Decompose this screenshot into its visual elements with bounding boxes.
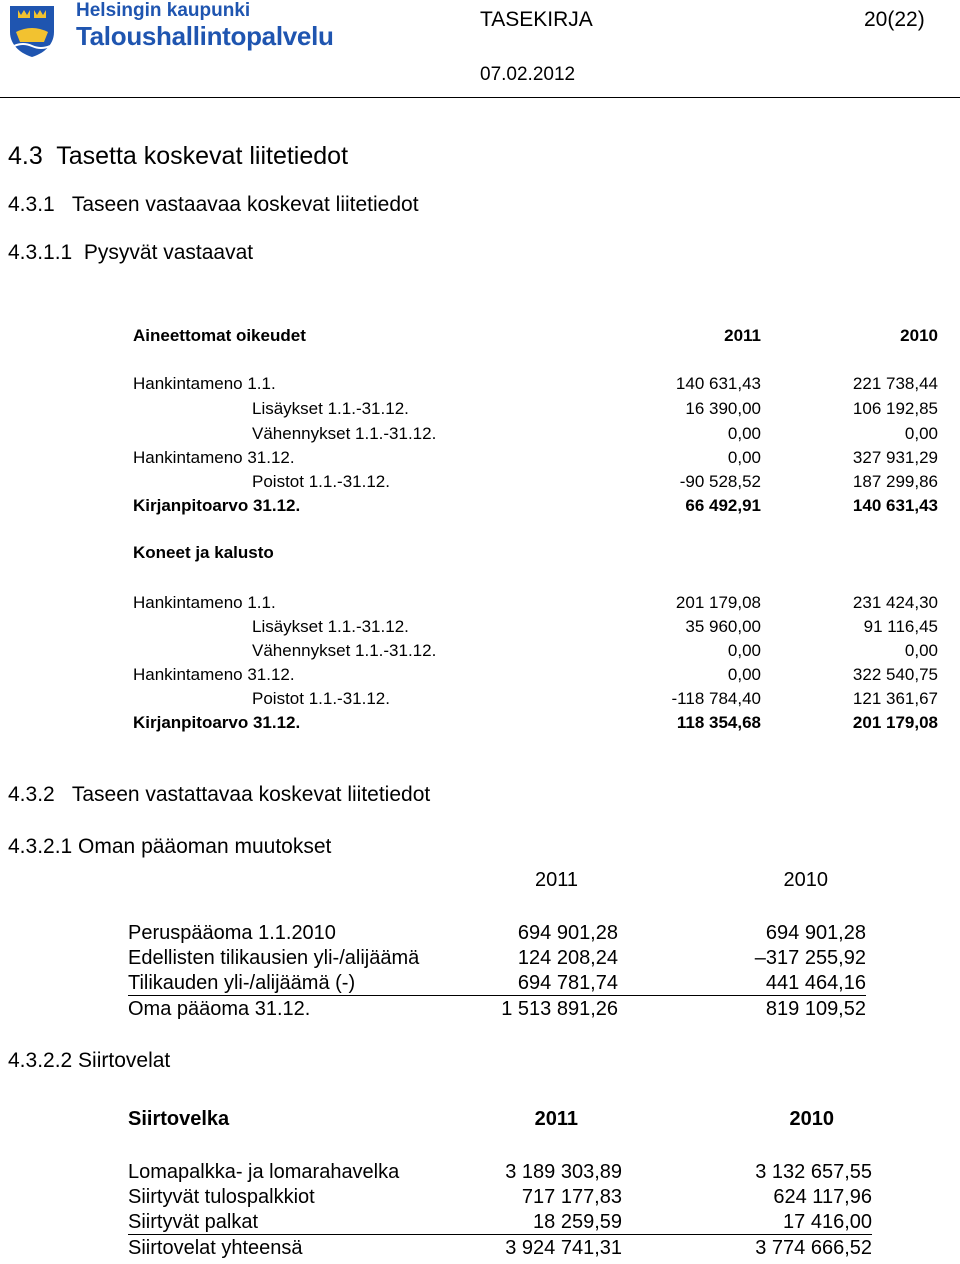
siirtovelat-col-2010: 2010 <box>789 1108 834 1130</box>
table-row-value-2010: 106 192,85 <box>852 399 938 418</box>
table-row-value-2011: 18 259,59 <box>533 1211 622 1233</box>
table-row-value-2010: 3 132 657,55 <box>755 1161 872 1183</box>
section-4-3-heading: 4.3 Tasetta koskevat liitetiedot <box>8 142 349 170</box>
table-row-label: Hankintameno 1.1. <box>133 593 276 612</box>
table-row-value-2010: 121 361,67 <box>852 689 938 708</box>
table-row-label: Peruspääoma 1.1.2010 <box>128 922 336 944</box>
section-4-3-1-1-heading: 4.3.1.1 Pysyvät vastaavat <box>8 241 254 264</box>
table-row-value-2011: -90 528,52 <box>679 472 761 491</box>
table-row-label: Lisäykset 1.1.-31.12. <box>252 399 409 418</box>
table-row-value-2011: 0,00 <box>727 424 761 443</box>
table-row-label: Kirjanpitoarvo 31.12. <box>133 713 301 732</box>
table-row-label: Tilikauden yli-/alijäämä (-) <box>128 972 356 994</box>
table-row-value-2011: 717 177,83 <box>521 1186 622 1208</box>
table-row-value-2011: 35 960,00 <box>685 617 761 636</box>
table-row-value-2011: 3 924 741,31 <box>505 1237 622 1259</box>
table-row-value-2010: 140 631,43 <box>852 496 938 515</box>
table-row-label: Kirjanpitoarvo 31.12. <box>133 496 301 515</box>
table-row-value-2011: 694 781,74 <box>517 972 618 994</box>
table-row-label: Hankintameno 31.12. <box>133 665 295 684</box>
table-row-value-2010: 221 738,44 <box>852 374 938 393</box>
table-row-value-2011: 66 492,91 <box>685 496 761 515</box>
oma-col-2010: 2010 <box>783 869 828 891</box>
subtotal-rule <box>128 995 866 996</box>
aineettomat-col-2010: 2010 <box>900 326 938 345</box>
table-row-value-2011: 3 189 303,89 <box>505 1161 622 1183</box>
table-row-value-2011: 0,00 <box>727 448 761 467</box>
table-row-value-2010: 201 179,08 <box>852 713 938 732</box>
table-row-label: Vähennykset 1.1.-31.12. <box>252 424 437 443</box>
table-row-label: Hankintameno 1.1. <box>133 374 276 393</box>
table-row-value-2011: 118 354,68 <box>676 713 761 732</box>
table-row-value-2010: –317 255,92 <box>754 947 866 969</box>
table-row-value-2010: 187 299,86 <box>852 472 938 491</box>
aineettomat-col-2011: 2011 <box>724 326 761 345</box>
koneet-title: Koneet ja kalusto <box>133 543 274 562</box>
table-row-label: Hankintameno 31.12. <box>133 448 295 467</box>
section-4-3-2-1-heading: 4.3.2.1 Oman pääoman muutokset <box>8 835 332 858</box>
table-row-value-2010: 819 109,52 <box>765 998 866 1020</box>
table-row-label: Lomapalkka- ja lomarahavelka <box>128 1161 400 1183</box>
table-row-value-2010: 322 540,75 <box>852 665 938 684</box>
table-row-value-2010: 624 117,96 <box>773 1186 872 1208</box>
header-divider <box>0 97 960 98</box>
table-row-value-2011: 1 513 891,26 <box>501 998 618 1020</box>
table-row-value-2011: 124 208,24 <box>517 947 618 969</box>
table-row-label: Lisäykset 1.1.-31.12. <box>252 617 409 636</box>
section-4-3-2-heading: 4.3.2 Taseen vastattavaa koskevat liitetiedot <box>8 783 431 806</box>
table-row-label: Poistot 1.1.-31.12. <box>252 472 390 491</box>
org-name-line1: Helsingin kaupunki <box>76 0 251 21</box>
org-name-line2: Taloushallintopalvelu <box>76 21 334 51</box>
table-row-value-2011: 0,00 <box>727 665 761 684</box>
table-row-value-2010: 3 774 666,52 <box>755 1237 872 1259</box>
page-number: 20(22) <box>864 8 925 31</box>
aineettomat-title: Aineettomat oikeudet <box>133 326 306 345</box>
subtotal-rule <box>128 1234 872 1235</box>
table-row-value-2011: 140 631,43 <box>675 374 761 393</box>
section-4-3-2-2-heading: 4.3.2.2 Siirtovelat <box>8 1049 171 1072</box>
table-row-value-2010: 17 416,00 <box>783 1211 872 1233</box>
table-row-value-2011: 694 901,28 <box>517 922 618 944</box>
table-row-value-2010: 0,00 <box>904 424 938 443</box>
oma-col-2011: 2011 <box>534 869 578 891</box>
siirtovelat-col-2011: 2011 <box>534 1108 578 1130</box>
table-row-value-2010: 327 931,29 <box>852 448 938 467</box>
table-row-value-2011: -118 784,40 <box>671 689 761 708</box>
table-row-value-2011: 0,00 <box>727 641 761 660</box>
table-row-value-2011: 201 179,08 <box>675 593 761 612</box>
city-crest-logo <box>6 2 58 58</box>
document-date: 07.02.2012 <box>480 64 576 85</box>
table-row-label: Edellisten tilikausien yli-/alijäämä <box>128 947 420 969</box>
table-row-value-2010: 694 901,28 <box>765 922 866 944</box>
section-4-3-1-heading: 4.3.1 Taseen vastaavaa koskevat liitetiedot <box>8 193 419 216</box>
table-row-value-2010: 0,00 <box>904 641 938 660</box>
table-row-label: Vähennykset 1.1.-31.12. <box>252 641 437 660</box>
document-type: TASEKIRJA <box>480 8 593 31</box>
table-row-label: Siirtyvät palkat <box>128 1211 259 1233</box>
table-row-value-2010: 91 116,45 <box>863 617 938 636</box>
table-row-value-2010: 441 464,16 <box>765 972 866 994</box>
table-row-label: Oma pääoma 31.12. <box>128 998 311 1020</box>
table-row-label: Poistot 1.1.-31.12. <box>252 689 390 708</box>
table-row-value-2010: 231 424,30 <box>852 593 938 612</box>
table-row-label: Siirtyvät tulospalkkiot <box>128 1186 315 1208</box>
table-row-label: Siirtovelat yhteensä <box>128 1237 303 1259</box>
siirtovelat-title: Siirtovelka <box>128 1108 230 1130</box>
table-row-value-2011: 16 390,00 <box>685 399 761 418</box>
